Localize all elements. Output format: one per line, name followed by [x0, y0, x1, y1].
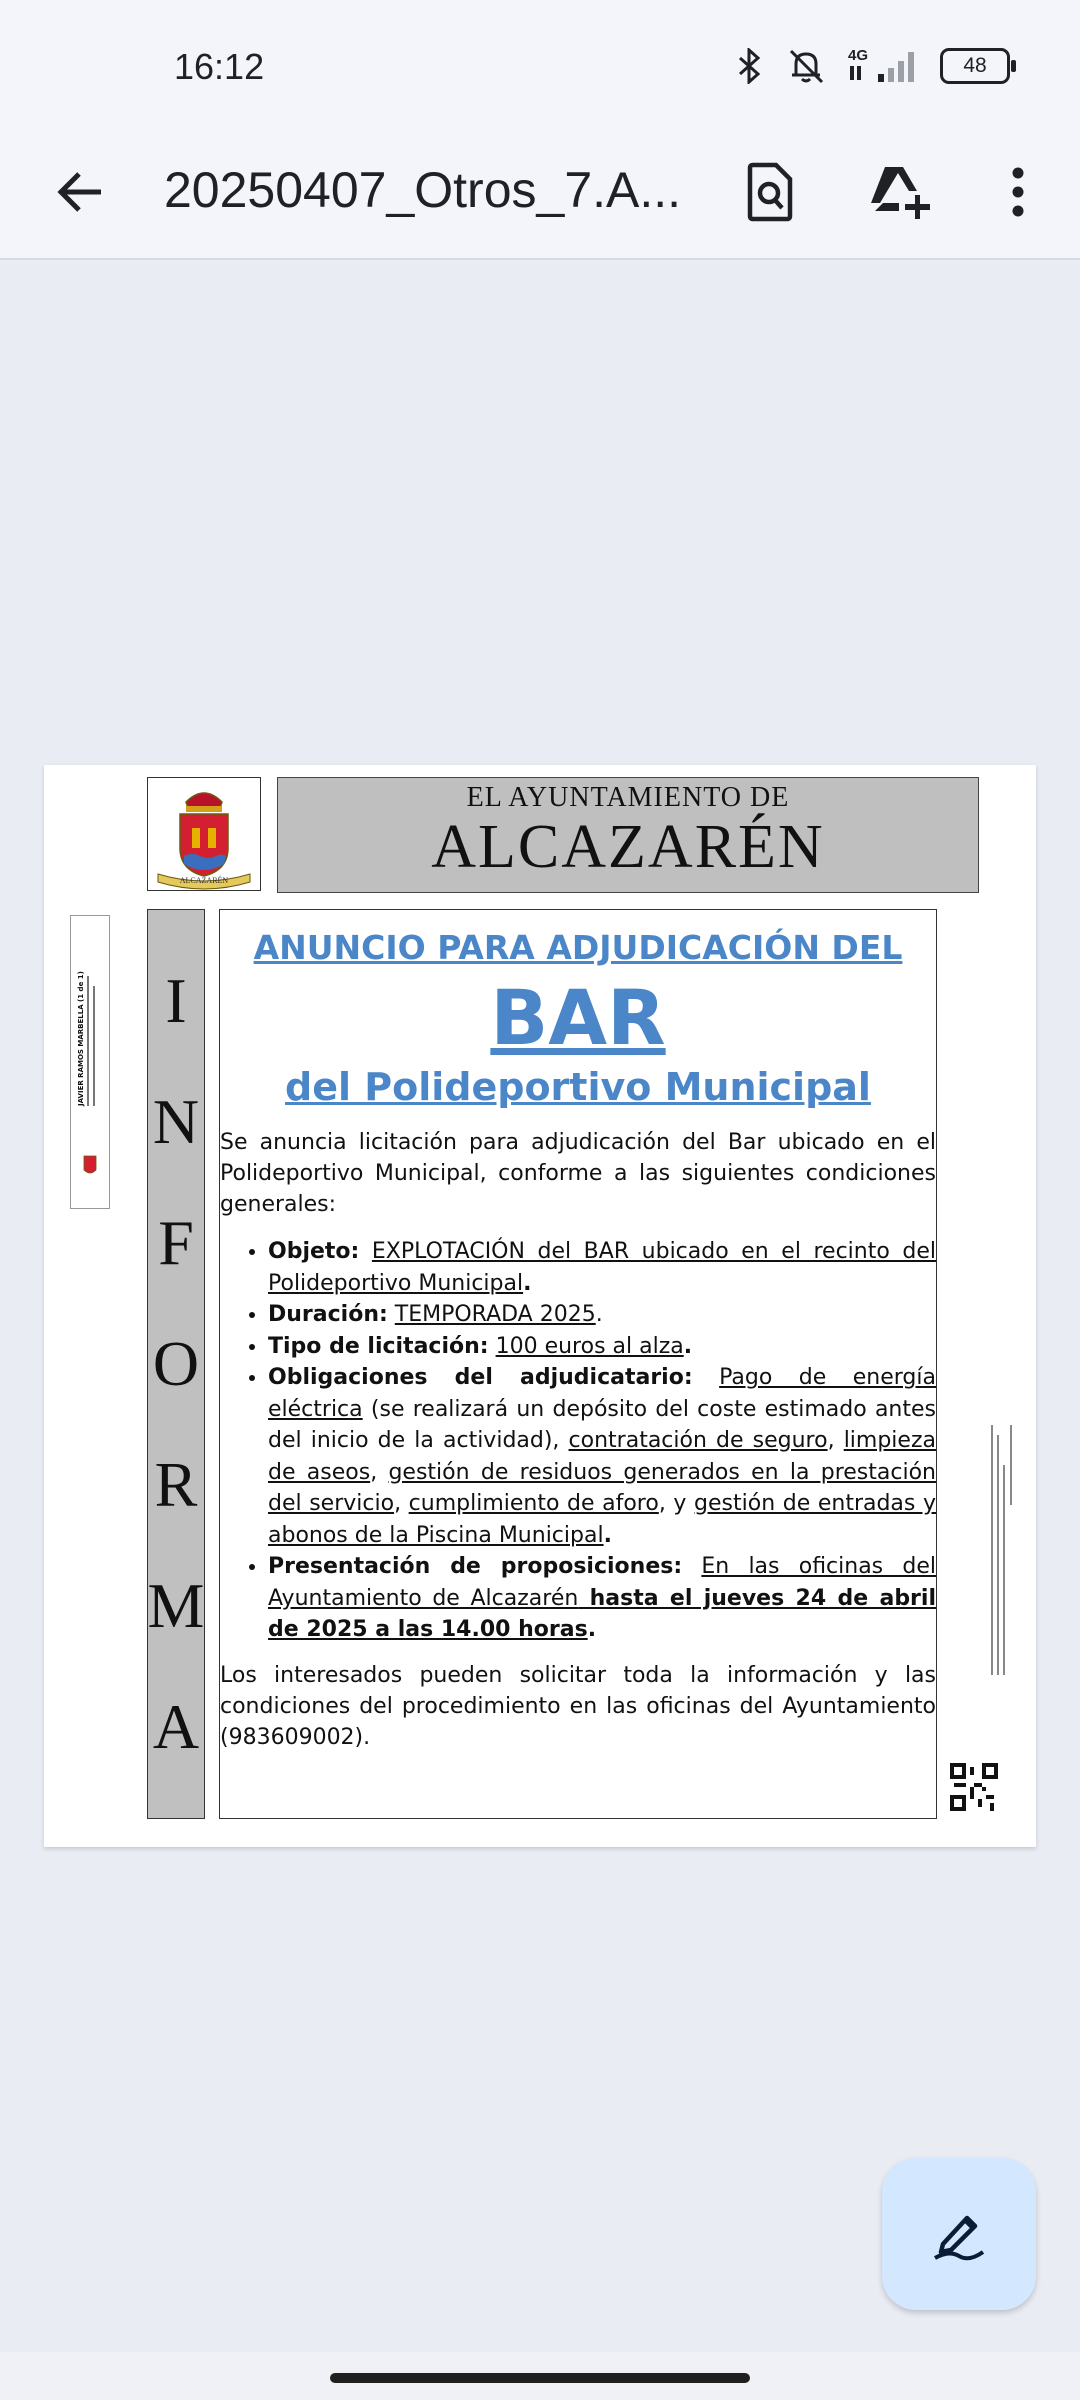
document-title: 20250407_Otros_7.A... — [164, 162, 682, 218]
list-item: • Obligaciones del adjudicatario: Pago de energía eléctrica (se realizará un depósito del coste estimado antes del inicio de la actividad), contratación de seguro, limpieza de aseos, gestión de residuos generados en la prestación del servicio, cumplimiento de aforo, y gestión de entradas y abonos de la Piscina Municipal. — [268, 1362, 936, 1551]
intro-paragraph: Se anuncia licitación para adjudicación del Bar ubicado en el Polideportivo Municipal, conforme a las siguientes condiciones generales: — [220, 1130, 936, 1217]
svg-text:ALCAZARÉN: ALCAZARÉN — [179, 876, 229, 885]
add-to-drive-button[interactable] — [866, 156, 938, 228]
informa-letter: N — [152, 1085, 200, 1157]
find-in-document-button[interactable] — [734, 156, 806, 228]
more-options-button[interactable] — [982, 156, 1054, 228]
signature-stamp — [70, 915, 110, 1209]
drive-add-icon — [869, 163, 935, 221]
more-vert-icon — [1012, 167, 1024, 217]
informa-letter: I — [165, 964, 187, 1036]
municipality-banner — [277, 777, 979, 893]
banner-subtitle: EL AYUNTAMIENTO DE — [466, 782, 790, 813]
coat-of-arms-logo — [147, 777, 261, 891]
banner-title: ALCAZARÉN — [431, 813, 825, 881]
signal-4g-icon — [848, 46, 918, 86]
informa-letter: R — [154, 1449, 198, 1521]
arrow-back-icon — [55, 170, 105, 214]
status-bar — [0, 0, 1080, 130]
edit-pen-icon — [929, 2204, 989, 2264]
status-time: 16:12 — [174, 46, 265, 87]
edit-fab-button[interactable] — [882, 2158, 1036, 2310]
document-search-icon — [746, 162, 794, 222]
app-bar — [0, 130, 1080, 260]
list-item: • Objeto: EXPLOTACIÓN del BAR ubicado en el recinto del Polideportivo Municipal. — [268, 1236, 936, 1299]
list-item: • Tipo de licitación: 100 euros al alza. — [268, 1331, 936, 1363]
bluetooth-icon — [736, 48, 764, 84]
svg-text:4G: 4G — [848, 47, 869, 64]
muted-bell-icon — [786, 47, 826, 85]
announcement-bar-title: BAR — [490, 973, 666, 1062]
informa-letter: A — [152, 1691, 200, 1763]
closing-paragraph: Los interesados pueden solicitar toda la información y las condiciones del procedimiento en las oficinas del Ayuntamiento (983609002). — [220, 1662, 936, 1750]
informa-letter: M — [147, 1570, 205, 1642]
back-button[interactable] — [44, 156, 116, 228]
informa-letter: F — [158, 1206, 194, 1278]
battery-indicator — [940, 48, 1010, 84]
battery-level: 48 — [963, 54, 987, 77]
status-icons — [736, 46, 1010, 86]
informa-vertical-banner — [147, 909, 205, 1819]
list-item: • Presentación de proposiciones: En las oficinas del Ayuntamiento de Alcazarén hasta el jueves 24 de abril de 2025 a las 14.00 horas. — [268, 1551, 936, 1646]
informa-letter: O — [152, 1327, 200, 1399]
announcement-heading: ANUNCIO PARA ADJUDICACIÓN DEL — [253, 928, 903, 967]
home-gesture-handle[interactable] — [330, 2373, 750, 2383]
coat-of-arms-icon — [148, 778, 260, 890]
conditions-list — [220, 1236, 936, 1646]
announcement-subheading: del Polideportivo Municipal — [285, 1065, 871, 1109]
announcement-body — [219, 909, 937, 1819]
validation-code-text — [985, 1425, 1015, 1675]
svg-text:JAVIER RAMOS MARBELLA (1 de 1): JAVIER RAMOS MARBELLA (1 de 1) — [77, 971, 85, 1106]
qr-code — [950, 1763, 998, 1811]
pdf-page — [44, 765, 1036, 1847]
list-item: • Duración: TEMPORADA 2025. — [268, 1299, 936, 1331]
